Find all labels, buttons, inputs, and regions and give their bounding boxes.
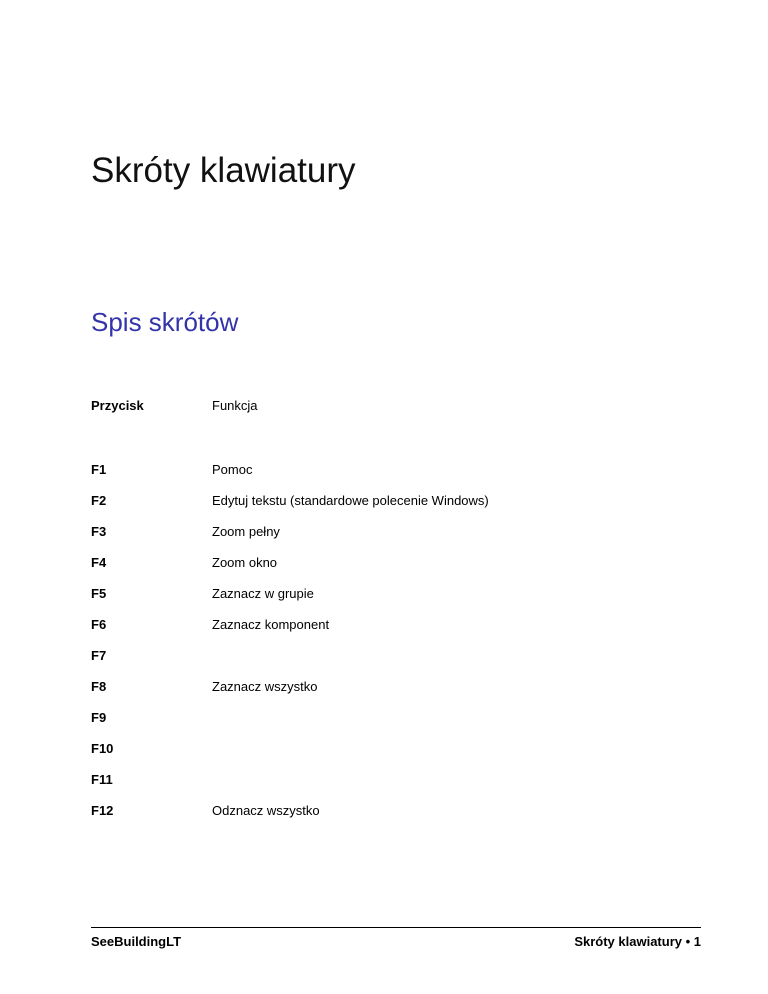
function-cell: Pomoc (212, 462, 253, 477)
function-cell: Zaznacz komponent (212, 617, 330, 632)
key-cell: F9 (91, 710, 107, 725)
footer-page-label: Skróty klawiatury • 1 (574, 934, 701, 949)
key-cell: F7 (91, 648, 107, 663)
key-cell: F11 (91, 772, 113, 787)
key-cell: F8 (91, 679, 107, 694)
header-key: Przycisk (91, 398, 144, 413)
table-row (91, 679, 691, 695)
table-row (91, 462, 691, 478)
table-row (91, 555, 691, 571)
footer-product-name: SeeBuildingLT (91, 934, 182, 949)
function-cell: Zoom pełny (212, 524, 280, 539)
key-cell: F1 (91, 462, 107, 477)
table-row (91, 524, 691, 540)
key-cell: F5 (91, 586, 107, 601)
header-function: Funkcja (212, 398, 258, 413)
key-cell: F4 (91, 555, 107, 570)
function-cell: Edytuj tekstu (standardowe polecenie Windows) (212, 493, 489, 508)
key-cell: F2 (91, 493, 107, 508)
page-title: Skróty klawiatury (91, 151, 356, 190)
table-row (91, 710, 691, 726)
table-row (91, 648, 691, 664)
function-cell: Zaznacz wszystko (212, 679, 318, 694)
table-row (91, 803, 691, 819)
table-row (91, 741, 691, 757)
section-title: Spis skrótów (91, 307, 239, 337)
footer-divider (91, 927, 701, 928)
table-header-row (91, 398, 691, 414)
key-cell: F10 (91, 741, 114, 756)
table-row (91, 586, 691, 602)
function-cell: Odznacz wszystko (212, 803, 320, 818)
table-row (91, 493, 691, 509)
table-row (91, 772, 691, 788)
key-cell: F6 (91, 617, 107, 632)
function-cell: Zoom okno (212, 555, 278, 570)
key-cell: F3 (91, 524, 107, 539)
function-cell: Zaznacz w grupie (212, 586, 314, 601)
key-cell: F12 (91, 803, 114, 818)
table-row (91, 617, 691, 633)
